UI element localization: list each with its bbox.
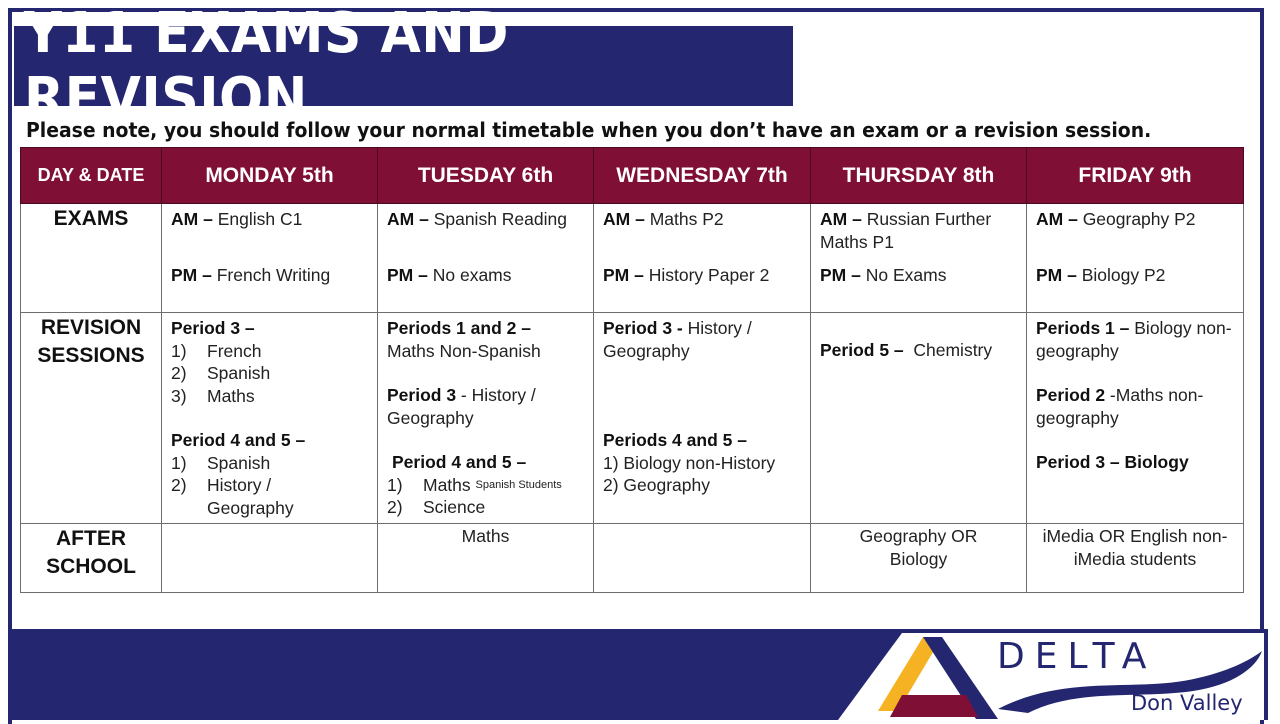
revision-row bbox=[21, 313, 1244, 524]
after-school-cell-wednesday bbox=[594, 524, 811, 593]
exam-cell-thursday: AM – Russian Further Maths P1 PM – No Exams bbox=[811, 204, 1027, 313]
exam-cell-friday: AM – Geography P2 PM – Biology P2 bbox=[1027, 204, 1244, 313]
revision-cell-tuesday: Periods 1 and 2 – Maths Non-Spanish Period 3 - History / Geography Period 4 and 5 – 1) Maths Spanish Students 2) Science bbox=[378, 313, 594, 524]
day-header-thursday: THURSDAY 8th bbox=[811, 148, 1027, 204]
title-banner bbox=[14, 1, 793, 131]
day-header-wednesday: WEDNESDAY 7th bbox=[594, 148, 811, 204]
list-item: 3) Maths bbox=[171, 385, 255, 406]
exams-row bbox=[21, 204, 1244, 313]
after-school-row bbox=[21, 524, 1244, 593]
revision-cell-monday: Period 3 – 1) French 2) Spanish 3) Maths Period 4 and 5 – 1) Spanish 2) History / Geography bbox=[162, 313, 378, 524]
revision-cell-wednesday: Period 3 - History / Geography Periods 4 and 5 – 1) Biology non-History 2) Geography bbox=[594, 313, 811, 524]
revision-cell-thursday: Period 5 – Chemistry bbox=[811, 313, 1027, 524]
day-header-monday: MONDAY 5th bbox=[162, 148, 378, 204]
logo-wordmark: DELTA bbox=[997, 636, 1157, 677]
after-school-cell-tuesday: Maths bbox=[378, 524, 594, 593]
day-header-tuesday: TUESDAY 6th bbox=[378, 148, 594, 204]
day-header-friday: FRIDAY 9th bbox=[1027, 148, 1244, 204]
list-item: 1) French bbox=[171, 340, 262, 361]
exam-timetable bbox=[20, 147, 1244, 593]
after-school-row-label: AFTER SCHOOL bbox=[21, 524, 162, 593]
revision-row-label: REVISION SESSIONS bbox=[21, 313, 162, 524]
after-school-cell-friday: iMedia OR English non-iMedia students bbox=[1027, 524, 1244, 593]
list-item: 2) History / Geography bbox=[171, 475, 294, 518]
after-school-cell-thursday: Geography OR Biology bbox=[811, 524, 1027, 593]
exam-cell-wednesday: AM – Maths P2 PM – History Paper 2 bbox=[594, 204, 811, 313]
logo-subtitle: Don Valley bbox=[1131, 691, 1243, 715]
list-item: 2) Science bbox=[387, 497, 486, 517]
list-item: 2) Geography bbox=[603, 475, 711, 495]
exams-row-label: EXAMS bbox=[21, 204, 162, 313]
list-item: 1) Biology non-History bbox=[603, 452, 776, 473]
list-item: 1) Spanish bbox=[171, 452, 271, 473]
header-row bbox=[21, 148, 1244, 204]
after-school-cell-monday bbox=[162, 524, 378, 593]
exam-cell-monday: AM – English C1 PM – French Writing bbox=[162, 204, 378, 313]
list-item: 2) Spanish bbox=[171, 363, 271, 383]
page-title: Y11 EXAMS AND REVISION bbox=[24, 1, 509, 131]
day-date-header: DAY & DATE bbox=[21, 148, 162, 204]
exam-cell-tuesday: AM – Spanish Reading PM – No exams bbox=[378, 204, 594, 313]
timetable-notice: Please note, you should follow your normal timetable when you don’t have an exam or a revision session. bbox=[26, 118, 1152, 142]
revision-cell-friday: Periods 1 – Biology non- geography Period 2 -Maths non-geography Period 3 – Biology bbox=[1027, 313, 1244, 524]
list-item: 1) Maths Spanish Students bbox=[387, 474, 562, 495]
